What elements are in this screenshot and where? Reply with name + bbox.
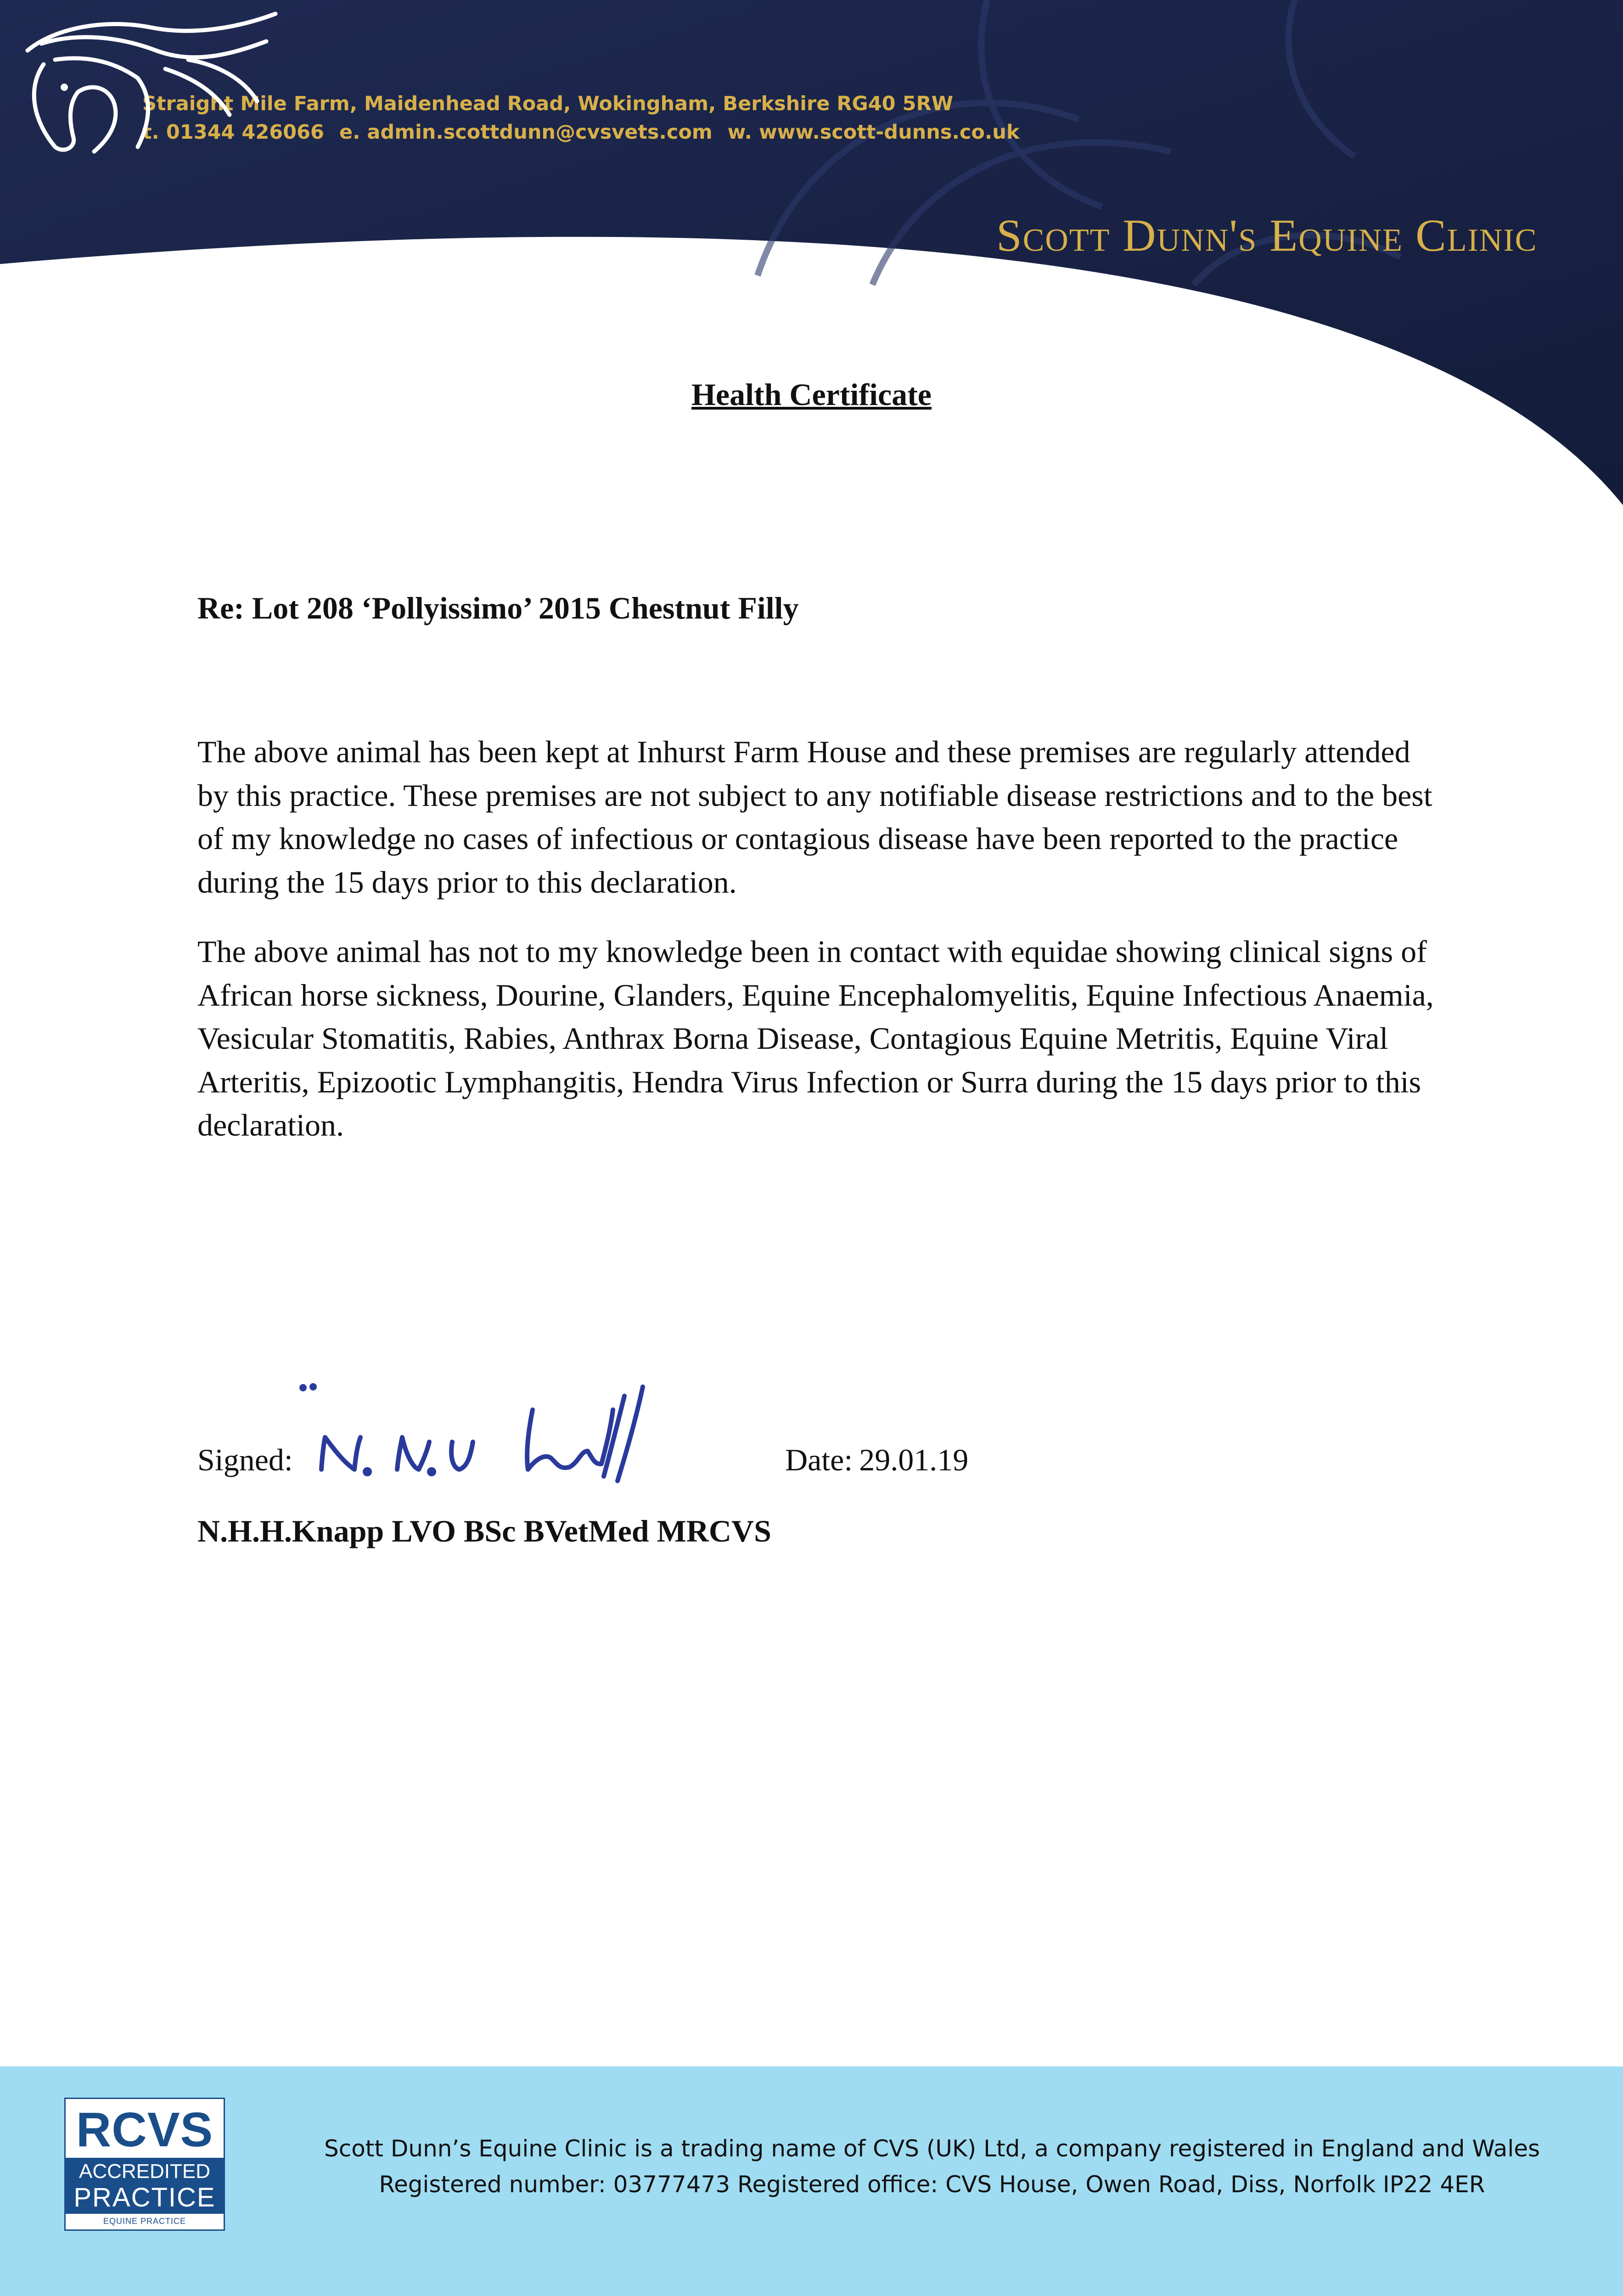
- letterhead-footer: [0, 2066, 1623, 2296]
- declaration-paragraph-contact: The above animal has not to my knowledge been in contact with equidae showing clinical signs of African horse sickness, Dourine, Glanders, Equine Encephalomyelitis, Equine Infectious Anaemia, Vesicular Stomatitis, Rabies, Anthrax Borna Disease, Contagious Equine Metritis, Equine Viral Arteritis, Epizootic Lymphangitis, Hendra Virus Infection or Surra during the 15 days prior to this declaration.: [197, 934, 1434, 1142]
- address-line: Straight Mile Farm, Maidenhead Road, Wokingham, Berkshire RG40 5RW: [142, 92, 954, 115]
- rcvs-badge-accredited: ACCREDITED: [79, 2160, 211, 2183]
- horse-head-logo-icon: [0, 0, 298, 165]
- phone-number: t. 01344 426066: [142, 121, 324, 144]
- clinic-name-logo: Scott Dunn's Equine Clinic: [996, 210, 1538, 261]
- company-registration-info: [294, 2131, 1570, 2202]
- rcvs-badge-band: [66, 2158, 224, 2214]
- date-label: Date:: [785, 1442, 853, 1477]
- handwritten-signature: [294, 1378, 707, 1488]
- website-address: w. www.scott-dunns.co.uk: [727, 121, 1020, 144]
- rcvs-badge-subtitle: EQUINE PRACTICE: [103, 2217, 186, 2226]
- date-value: 29.01.19: [859, 1442, 969, 1477]
- letterhead-header: [0, 0, 1623, 505]
- rcvs-badge-practice: PRACTICE: [73, 2183, 216, 2212]
- rcvs-accredited-practice-badge: [64, 2098, 225, 2231]
- signed-label: Signed:: [197, 1442, 293, 1477]
- trading-name-line: Scott Dunn’s Equine Clinic is a trading name of CVS (UK) Ltd, a company registered in England and Wales: [324, 2135, 1540, 2162]
- rcvs-logo-mark: RCVS: [76, 2103, 213, 2157]
- signer-name: N.H.H.Knapp LVO BSc BVetMed MRCVS: [197, 1514, 771, 1548]
- email-address: e. admin.scottdunn@cvsvets.com: [339, 121, 713, 144]
- lot-reference: Re: Lot 208 ‘Pollyissimo’ 2015 Chestnut Filly: [197, 591, 799, 625]
- declaration-paragraph-premises: The above animal has been kept at Inhurst Farm House and these premises are regularly attended by this practice. These premises are not subject to any notifiable disease restrictions and to the best of my knowledge no cases of infectious or contagious disease have been reported to the practice during the 15 days prior to this declaration.: [197, 734, 1432, 900]
- document-title: Health Certificate: [691, 377, 932, 412]
- registration-line: Registered number: 03777473 Registered office: CVS House, Owen Road, Diss, Norfolk IP22 4ER: [379, 2171, 1485, 2198]
- date-field: [785, 1442, 975, 1478]
